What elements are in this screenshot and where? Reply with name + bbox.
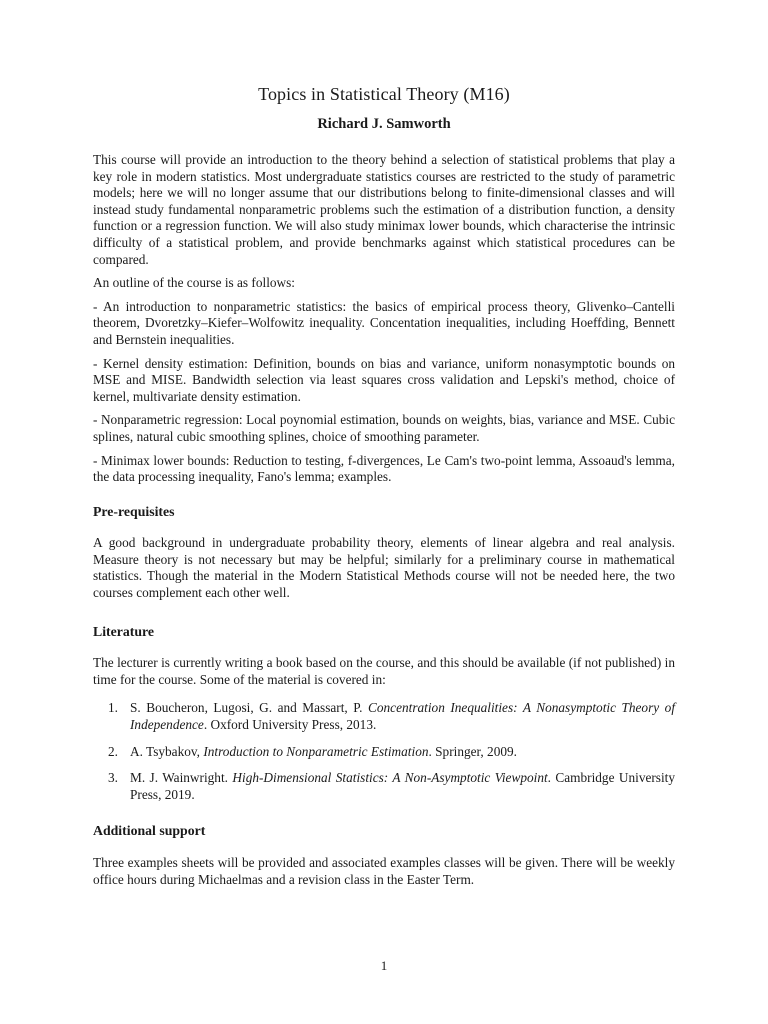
reference-item [93, 744, 675, 761]
reference-title: Concentration Inequalities: A Nonasymptotic Theory of Independence [130, 700, 676, 733]
reference-number: 1. [108, 700, 118, 716]
outline-item-2: - Kernel density estimation: Definition, bounds on bias and variance, uniform nonasymptotic bounds on MSE and MISE. Bandwidth selection via least squares cross validation and Lepski's method, choice of kernel, multivariate density estimation. [93, 355, 675, 404]
reference-publisher: . Oxford University Press, 2013. [203, 717, 377, 733]
support-paragraph: Three examples sheets will be provided and associated examples classes will be given. There will be weekly office hours during Michaelmas and a revision class in the Easter Term. [93, 855, 675, 887]
reference-title: Introduction to Nonparametric Estimation [203, 743, 429, 759]
page-number: 1 [380, 958, 388, 973]
reference-authors: A. Tsybakov, [130, 743, 200, 759]
literature-heading: Literature [93, 623, 155, 639]
author-name: Richard J. Samworth [317, 116, 451, 132]
reference-item [93, 770, 675, 803]
intro-paragraph: This course will provide an introduction to the theory behind a selection of statistical problems that play a key role in modern statistics. Most undergraduate statistics courses are restricted to the study of parametric models; here we will no longer assume that our distributions belong to finite-dimensional classes and will instead study fundamental nonparametric problems such the estimation of a distribution function, a density function or a regression function. We will also study minimax lower bounds, which characterise the intrinsic difficulty of a statistical problem, and provide benchmarks against which statistical procedures can be compared. [93, 152, 675, 267]
reference-publisher: . Cambridge University Press, 2019. [130, 770, 676, 802]
outline-item-4: - Minimax lower bounds: Reduction to testing, f-divergences, Le Cam's two-point lemma, Assoaud's lemma, the data processing inequality, Fano's lemma; examples. [93, 452, 675, 485]
literature-paragraph: The lecturer is currently writing a book based on the course, and this should be available (if not published) in time for the course. Some of the material is covered in: [93, 655, 675, 687]
reference-number: 2. [108, 743, 118, 759]
reference-publisher: . Springer, 2009. [428, 743, 517, 759]
reference-authors: M. J. Wainwright. [130, 770, 228, 786]
support-heading: Additional support [93, 823, 206, 839]
prereq-heading: Pre-requisites [93, 503, 175, 519]
reference-authors: S. Boucheron, Lugosi, G. and Massart, P. [130, 700, 363, 716]
page-title: Topics in Statistical Theory (M16) [258, 84, 510, 104]
prereq-paragraph: A good background in undergraduate probability theory, elements of linear algebra and real analysis. Measure theory is not necessary but may be helpful; similarly for a preliminary course in mathematical statistics. Though the material in the Modern Statistical Methods course will not be needed here, the two courses complement each other well. [93, 535, 675, 601]
reference-item [93, 700, 675, 733]
reference-number: 3. [108, 770, 118, 786]
outline-item-1: - An introduction to nonparametric statistics: the basics of empirical process theory, Glivenko–Cantelli theorem, Dvoretzky–Kiefer–Wolfowitz inequality. Concentation inequalities, including Hoeffding, Bennett and Bernstein inequalities. [93, 298, 675, 347]
outline-item-3: - Nonparametric regression: Local poynomial estimation, bounds on weights, bias, variance and MSE. Cubic splines, natural cubic smoothing splines, choice of smoothing parameter. [93, 412, 675, 444]
outline-intro: An outline of the course is as follows: [93, 275, 296, 291]
reference-title: High-Dimensional Statistics: A Non-Asymptotic Viewpoint [232, 770, 548, 786]
document-body [93, 152, 675, 895]
reference-list [93, 700, 675, 803]
